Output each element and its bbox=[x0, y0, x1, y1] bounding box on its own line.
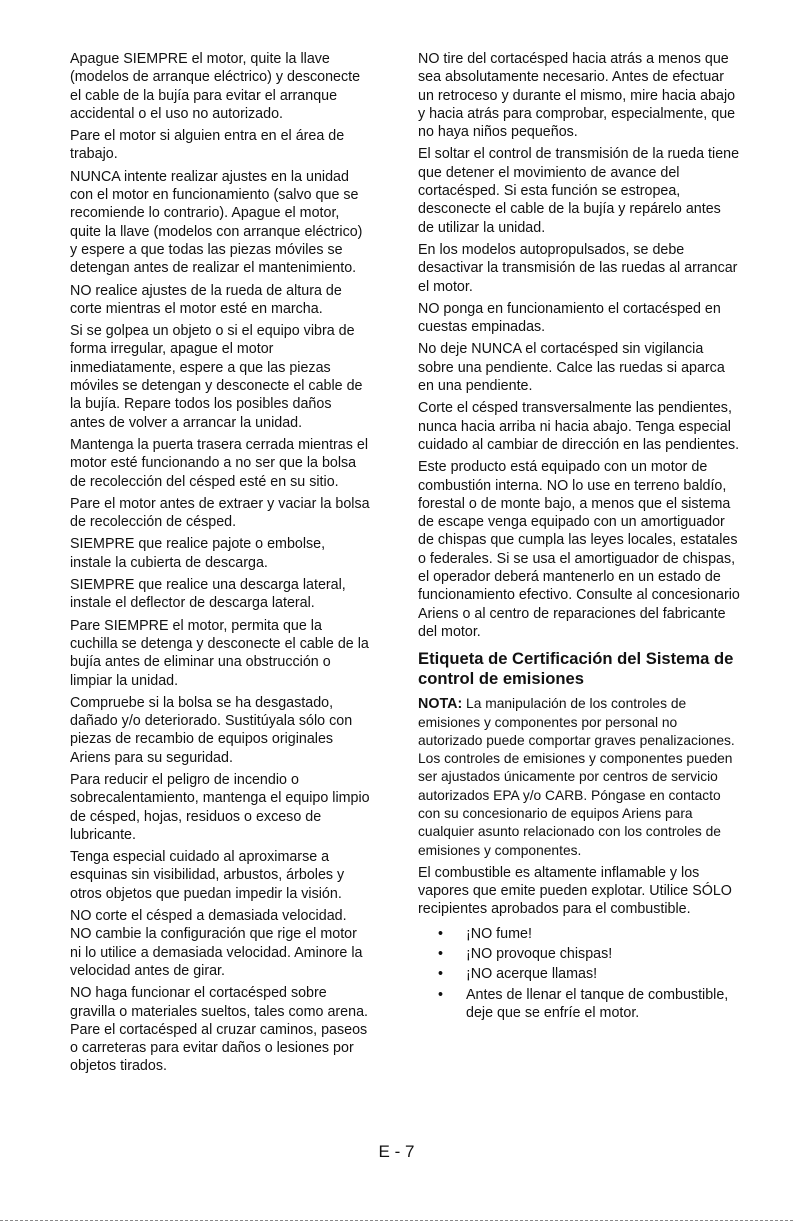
list-item bbox=[418, 965, 740, 983]
list-item bbox=[418, 986, 740, 1023]
bottom-divider bbox=[0, 1220, 793, 1221]
left-column bbox=[70, 50, 370, 1080]
right-column bbox=[418, 50, 740, 1024]
right-paragraph-1: NO tire del cortacésped hacia atrás a menos que sea absolutamente necesario. Antes de efectuar un retroceso y durante el mismo, mire hacia abajo y hacia atrás para comprobar, especialmente, que no haya niños pequeños. bbox=[418, 51, 736, 141]
left-paragraph-12: Para reducir el peligro de incendio o sobrecalentamiento, mantenga el equipo limpio de césped, hojas, residuos o exceso de lubricante. bbox=[70, 771, 370, 843]
left-paragraph-6: Mantenga la puerta trasera cerrada mientras el motor esté funcionando a no ser que la bolsa de recolección del césped esté en su sitio. bbox=[70, 436, 369, 490]
fuel-safety-list bbox=[418, 925, 740, 1022]
bullet-icon: • bbox=[438, 986, 444, 1003]
list-item bbox=[418, 945, 740, 963]
right-paragraph-7: Este producto está equipado con un motor de combustión interna. NO lo use en terreno baldío, forestal o de monte bajo, a menos que el sistema de escape venga equipado con un amortiguador de chispas que cumpla las leyes locales, estatales o federales. Si se usa el amortiguador de chispas, el operador deberá mantenerlo en un estado de funcionamiento efectivo. Consulte al concesionario Ariens o al centro de reparaciones del fabricante del motor. bbox=[418, 459, 740, 640]
list-item-text: ¡NO acerque llamas! bbox=[466, 966, 598, 983]
right-paragraph-4: NO ponga en funcionamiento el cortacésped en cuestas empinadas. bbox=[418, 300, 721, 336]
left-paragraph-13: Tenga especial cuidado al aproximarse a esquinas sin visibilidad, arbustos, árboles y otros objetos que puedan impedir la visión. bbox=[70, 849, 345, 902]
bullet-icon: • bbox=[438, 925, 444, 942]
note-label: NOTA: bbox=[418, 696, 463, 713]
list-item-text: ¡NO fume! bbox=[466, 925, 532, 942]
left-paragraph-10: Pare SIEMPRE el motor, permita que la cuchilla se detenga y desconecte el cable de la bujía antes de eliminar una obstrucción o limpiar la unidad. bbox=[70, 617, 369, 689]
list-item-text: Antes de llenar el tanque de combustible, deje que se enfríe el motor. bbox=[466, 986, 729, 1021]
left-paragraph-11: Compruebe si la bolsa se ha desgastado, dañado y/o deteriorado. Sustitúyala sólo con piezas de recambio de equipos originales Ariens para su seguridad. bbox=[70, 694, 353, 766]
left-paragraph-3: NUNCA intente realizar ajustes en la unidad con el motor en funcionamiento (salvo que se recomiende lo contrario). Apague el motor, quite la llave (modelos con arranque eléctrico) y espere a que todas las piezas móviles se detengan antes de realizar el mantenimiento. bbox=[70, 168, 363, 277]
emissions-note bbox=[418, 695, 740, 860]
list-item bbox=[418, 925, 740, 943]
bullet-icon: • bbox=[438, 966, 444, 983]
left-paragraph-2: Pare el motor si alguien entra en el área de trabajo. bbox=[70, 128, 345, 163]
fuel-paragraph: El combustible es altamente inflamable y los vapores que emite pueden explotar. Utilice SÓLO recipientes aprobados para el combustible. bbox=[418, 864, 732, 918]
right-paragraph-5: No deje NUNCA el cortacésped sin vigilancia sobre una pendiente. Calce las ruedas si aparca en una pendiente. bbox=[418, 341, 725, 395]
left-paragraph-15: NO haga funcionar el cortacésped sobre gravilla o materiales sueltos, tales como arena. Pare el cortacésped al cruzar caminos, paseos o carreteras para evitar daños o lesiones por objetos tirados. bbox=[70, 985, 368, 1075]
left-paragraph-1: Apague SIEMPRE el motor, quite la llave (modelos de arranque eléctrico) y desconecte el cable de la bujía para evitar el arranque accidental o el uso no autorizado. bbox=[70, 51, 361, 122]
left-paragraph-9: SIEMPRE que realice una descarga lateral, instale el deflector de descarga lateral. bbox=[70, 577, 346, 612]
note-text: La manipulación de los controles de emisiones y componentes por personal no autorizado puede comportar graves penalizaciones. Los controles de emisiones y componentes pueden ser ajustados únicamente por centros de servicio autorizados EPA y/o CARB. Póngase en contacto con su concesionario de equipos Ariens para cualquier asunto relacionado con los controles de emisiones y componentes. bbox=[418, 696, 735, 858]
bullet-icon: • bbox=[438, 946, 444, 963]
left-paragraph-8: SIEMPRE que realice pajote o embolse, instale la cubierta de descarga. bbox=[70, 536, 326, 571]
left-paragraph-4: NO realice ajustes de la rueda de altura de corte mientras el motor esté en marcha. bbox=[70, 282, 342, 317]
section-heading: Etiqueta de Certificación del Sistema de control de emisiones bbox=[418, 649, 734, 689]
left-paragraph-5: Si se golpea un objeto o si el equipo vibra de forma irregular, apague el motor inmediatamente, espere a que las piezas móviles se detengan y desconecte el cable de la bujía. Repare todos los posibles daños antes de volver a arrancar la unidad. bbox=[70, 323, 363, 431]
right-paragraph-3: En los modelos autopropulsados, se debe desactivar la transmisión de las ruedas al arrancar el motor. bbox=[418, 241, 738, 295]
right-paragraph-6: Corte el césped transversalmente las pendientes, nunca hacia arriba ni hacia abajo. Tenga especial cuidado al cambiar de dirección en las pendientes. bbox=[418, 400, 740, 453]
left-paragraph-14: NO corte el césped a demasiada velocidad. NO cambie la configuración que rige el motor ni lo utilice a demasiada velocidad. Aminore la velocidad antes de girar. bbox=[70, 908, 363, 979]
right-paragraph-2: El soltar el control de transmisión de la rueda tiene que detener el movimiento de avance del cortacésped. Si esta función se estropea, desconecte el cable de la bujía y repárelo antes de utilizar la unidad. bbox=[418, 146, 740, 236]
page-number: E - 7 bbox=[378, 1142, 415, 1161]
list-item-text: ¡NO provoque chispas! bbox=[466, 946, 613, 963]
left-paragraph-7: Pare el motor antes de extraer y vaciar la bolsa de recolección de césped. bbox=[70, 495, 370, 531]
